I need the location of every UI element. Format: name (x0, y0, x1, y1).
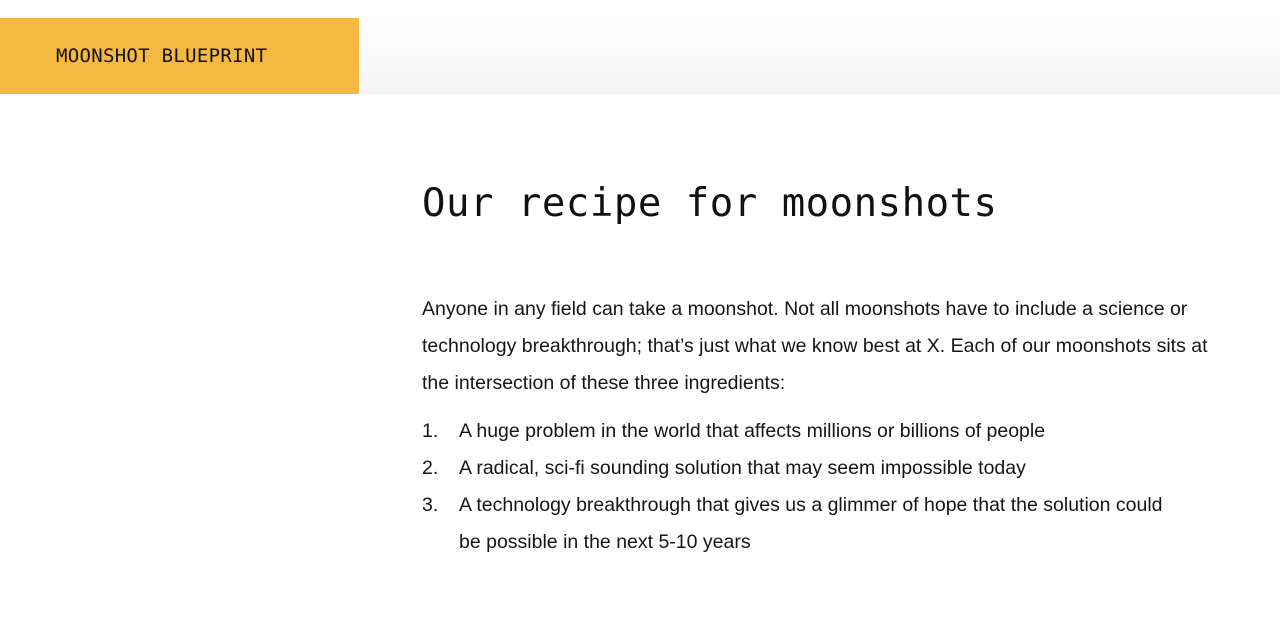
list-item-text: A radical, sci-fi sounding solution that may seem impossible today (459, 457, 1026, 479)
ingredients-list (422, 413, 1212, 561)
list-item (422, 450, 1212, 487)
intro-paragraph: Anyone in any field can take a moonshot. Not all moonshots have to include a science or technology breakthrough; that’s just what we know best at X. Each of our moonshots sits at the intersection of these three ingredients: (422, 298, 1208, 394)
main-content (422, 170, 1212, 561)
page-title: Our recipe for moonshots (422, 181, 998, 226)
brand-label: MOONSHOT BLUEPRINT (56, 45, 268, 67)
list-item (422, 413, 1212, 450)
top-bar (0, 18, 1280, 94)
list-item-number: 1. (422, 420, 439, 442)
list-item-number: 2. (422, 457, 439, 479)
list-item (422, 487, 1212, 561)
list-item-text: A huge problem in the world that affects millions or billions of people (459, 420, 1046, 442)
list-item-number: 3. (422, 494, 439, 516)
brand-tab-link[interactable] (0, 18, 359, 94)
list-item-text: A technology breakthrough that gives us a glimmer of hope that the solution could be possible in the next 5-10 years (459, 494, 1163, 553)
